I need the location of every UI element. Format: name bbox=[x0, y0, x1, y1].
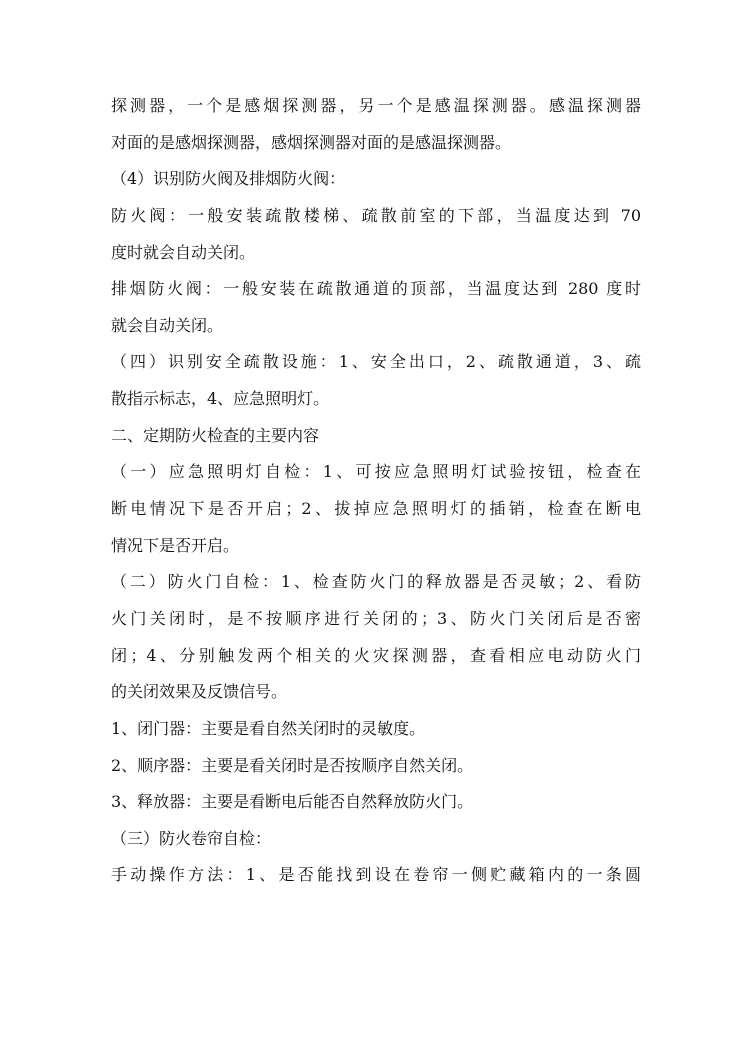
text-line: 对面的是感烟探测器，感烟探测器对面的是感温探测器。 bbox=[111, 132, 512, 152]
text-line: 闭；4、分别触发两个相关的火灾探测器，查看相应电动防火门 bbox=[111, 645, 641, 665]
text-line: 排烟防火阀：一般安装在疏散通道的顶部，当温度达到 280 度时 bbox=[111, 279, 641, 299]
text-line: 断电情况下是否开启；2、拔掉应急照明灯的插销，检查在断电 bbox=[111, 499, 641, 519]
text-line: 就会自动关闭。 bbox=[111, 315, 224, 335]
text-line: 1、闭门器：主要是看自然关闭时的灵敏度。 bbox=[111, 718, 426, 738]
text-line: （一）应急照明灯自检：1、可按应急照明灯试验按钮，检查在 bbox=[111, 462, 641, 482]
text-line: 探测器，一个是感烟探测器，另一个是感温探测器。感温探测器 bbox=[111, 96, 641, 115]
text-line: 防火阀：一般安装疏散楼梯、疏散前室的下部，当温度达到 70 bbox=[111, 205, 641, 225]
text-line: 3、释放器：主要是看断电后能否自然释放防火门。 bbox=[111, 792, 474, 812]
text-line: 情况下是否开启。 bbox=[111, 535, 240, 555]
document-body bbox=[111, 92, 641, 898]
text-line: （三）防火卷帘自检： bbox=[111, 828, 272, 848]
text-line: 火门关闭时，是不按顺序进行关闭的；3、防火门关闭后是否密 bbox=[111, 608, 641, 628]
section-heading: 二、定期防火检查的主要内容 bbox=[111, 425, 320, 445]
text-line: 2、顺序器：主要是看关闭时是否按顺序自然关闭。 bbox=[111, 755, 474, 775]
text-line: 的关闭效果及反馈信号。 bbox=[111, 682, 288, 702]
text-line: 度时就会自动关闭。 bbox=[111, 242, 256, 262]
text-line: （二）防火门自检：1、检查防火门的释放器是否灵敏；2、看防 bbox=[111, 572, 641, 592]
text-line: （四）识别安全疏散设施：1、安全出口，2、疏散通道，3、疏 bbox=[111, 352, 641, 372]
text-line: 散指示标志，4、应急照明灯。 bbox=[111, 389, 330, 409]
text-line: （4）识别防火阀及排烟防火阀： bbox=[111, 169, 346, 189]
text-line: 手动操作方法：1、是否能找到设在卷帘一侧贮藏箱内的一条圆 bbox=[111, 865, 641, 885]
